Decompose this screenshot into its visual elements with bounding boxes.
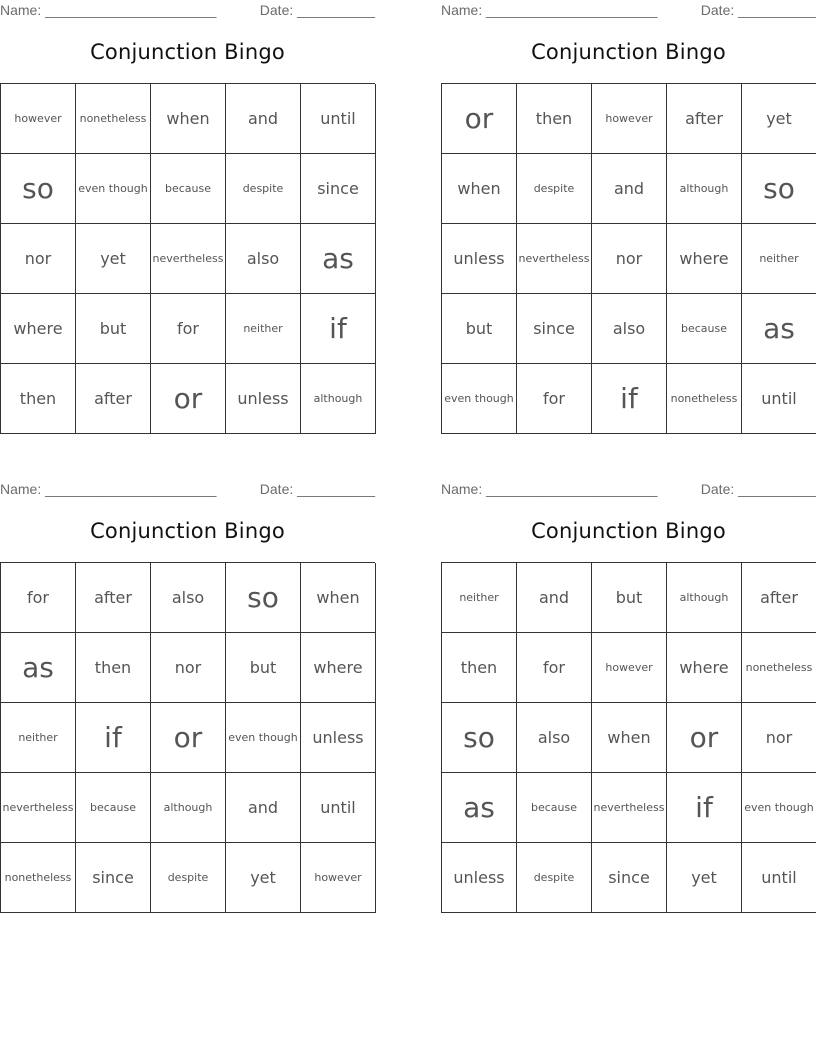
bingo-cell: neither <box>442 563 517 633</box>
bingo-cell: until <box>301 773 376 843</box>
bingo-cell: despite <box>151 843 226 913</box>
bingo-cell: because <box>517 773 592 843</box>
bingo-cell: then <box>1 364 76 434</box>
bingo-cell: as <box>442 773 517 843</box>
bingo-cell: however <box>301 843 376 913</box>
bingo-cell: if <box>592 364 667 434</box>
bingo-cell: however <box>1 84 76 154</box>
card-title: Conjunction Bingo <box>531 40 726 64</box>
bingo-cell: so <box>442 703 517 773</box>
bingo-grid <box>0 562 375 913</box>
bingo-cell: as <box>742 294 816 364</box>
bingo-cell: for <box>1 563 76 633</box>
bingo-cell: until <box>742 364 816 434</box>
bingo-cell: if <box>76 703 151 773</box>
bingo-cell: nonetheless <box>1 843 76 913</box>
bingo-cell: until <box>742 843 816 913</box>
bingo-cell: yet <box>76 224 151 294</box>
card-title: Conjunction Bingo <box>90 40 285 64</box>
bingo-cell: where <box>301 633 376 703</box>
bingo-cell: when <box>442 154 517 224</box>
name-field-label: Name: ______________________ <box>0 2 217 18</box>
bingo-cell: or <box>442 84 517 154</box>
bingo-cell: neither <box>742 224 816 294</box>
date-field-label: Date: __________ <box>700 481 816 497</box>
bingo-cell: even though <box>742 773 816 843</box>
bingo-cell: or <box>151 703 226 773</box>
bingo-cell: even though <box>442 364 517 434</box>
bingo-card <box>0 479 375 915</box>
bingo-cell: because <box>76 773 151 843</box>
bingo-cell: but <box>592 563 667 633</box>
bingo-cell: also <box>592 294 667 364</box>
bingo-cell: also <box>517 703 592 773</box>
bingo-cell: but <box>76 294 151 364</box>
bingo-cell: since <box>517 294 592 364</box>
date-field-label: Date: __________ <box>700 2 816 18</box>
date-field-label: Date: __________ <box>259 481 375 497</box>
name-field-label: Name: ______________________ <box>441 2 658 18</box>
bingo-cell: nevertheless <box>1 773 76 843</box>
bingo-cell: when <box>301 563 376 633</box>
bingo-cell: or <box>667 703 742 773</box>
bingo-cell: and <box>592 154 667 224</box>
bingo-cell: nevertheless <box>592 773 667 843</box>
bingo-cell: yet <box>667 843 742 913</box>
bingo-cell: because <box>667 294 742 364</box>
bingo-cell: then <box>442 633 517 703</box>
bingo-cell: but <box>226 633 301 703</box>
bingo-cell: but <box>442 294 517 364</box>
card-title: Conjunction Bingo <box>531 519 726 543</box>
bingo-cell: despite <box>226 154 301 224</box>
bingo-cell: since <box>301 154 376 224</box>
bingo-cell: then <box>517 84 592 154</box>
bingo-cell: despite <box>517 843 592 913</box>
bingo-cell: neither <box>226 294 301 364</box>
bingo-cell: however <box>592 633 667 703</box>
bingo-cell: since <box>76 843 151 913</box>
bingo-cell: and <box>226 84 301 154</box>
bingo-cell: nonetheless <box>742 633 816 703</box>
bingo-cell: although <box>667 154 742 224</box>
bingo-cell: after <box>76 563 151 633</box>
bingo-cell: as <box>1 633 76 703</box>
bingo-cell: so <box>1 154 76 224</box>
bingo-cell: after <box>76 364 151 434</box>
bingo-cell: for <box>151 294 226 364</box>
name-field-label: Name: ______________________ <box>441 481 658 497</box>
bingo-cell: so <box>226 563 301 633</box>
bingo-cell: because <box>151 154 226 224</box>
bingo-cell: although <box>667 563 742 633</box>
name-field-label: Name: ______________________ <box>0 481 217 497</box>
bingo-cell: although <box>151 773 226 843</box>
bingo-cell: for <box>517 633 592 703</box>
bingo-card <box>441 479 816 915</box>
bingo-cell: despite <box>517 154 592 224</box>
bingo-cell: nor <box>151 633 226 703</box>
bingo-cell: nor <box>1 224 76 294</box>
bingo-cell: even though <box>226 703 301 773</box>
bingo-cell: then <box>76 633 151 703</box>
bingo-cell: so <box>742 154 816 224</box>
bingo-cell: nonetheless <box>76 84 151 154</box>
bingo-cell: nevertheless <box>151 224 226 294</box>
bingo-cell: where <box>667 224 742 294</box>
bingo-cell: when <box>592 703 667 773</box>
bingo-cell: yet <box>226 843 301 913</box>
bingo-cell: where <box>1 294 76 364</box>
bingo-cell: nor <box>592 224 667 294</box>
bingo-cell: also <box>226 224 301 294</box>
bingo-cell: nor <box>742 703 816 773</box>
bingo-cell: since <box>592 843 667 913</box>
bingo-cell: unless <box>226 364 301 434</box>
card-title: Conjunction Bingo <box>90 519 285 543</box>
bingo-cell: and <box>226 773 301 843</box>
bingo-cell: until <box>301 84 376 154</box>
bingo-cell: however <box>592 84 667 154</box>
bingo-card <box>441 0 816 436</box>
bingo-cell: if <box>667 773 742 843</box>
bingo-cell: unless <box>442 843 517 913</box>
bingo-cell: also <box>151 563 226 633</box>
bingo-grid <box>441 83 816 434</box>
date-field-label: Date: __________ <box>259 2 375 18</box>
bingo-cell: even though <box>76 154 151 224</box>
bingo-card <box>0 0 375 436</box>
bingo-cell: yet <box>742 84 816 154</box>
bingo-cell: where <box>667 633 742 703</box>
bingo-cell: as <box>301 224 376 294</box>
bingo-cell: after <box>742 563 816 633</box>
bingo-cell: unless <box>442 224 517 294</box>
bingo-cell: nevertheless <box>517 224 592 294</box>
bingo-cell: unless <box>301 703 376 773</box>
bingo-grid <box>441 562 816 913</box>
bingo-cell: nonetheless <box>667 364 742 434</box>
bingo-cell: when <box>151 84 226 154</box>
bingo-cell: after <box>667 84 742 154</box>
bingo-cell: neither <box>1 703 76 773</box>
bingo-cell: or <box>151 364 226 434</box>
bingo-cell: for <box>517 364 592 434</box>
bingo-cell: although <box>301 364 376 434</box>
bingo-cell: and <box>517 563 592 633</box>
bingo-cell: if <box>301 294 376 364</box>
bingo-grid <box>0 83 375 434</box>
